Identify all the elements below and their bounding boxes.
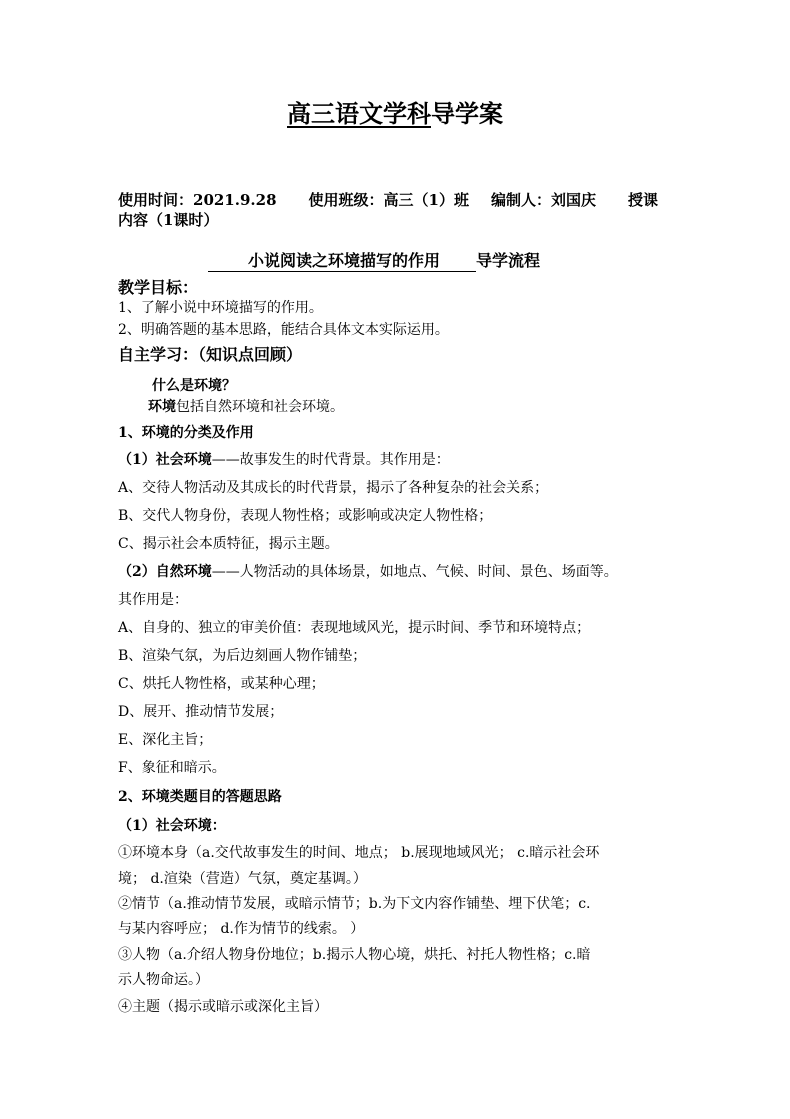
natural-item: B、渲染气氛，为后边刻画人物作铺垫； (118, 648, 367, 664)
meta-content-a: 授课 (627, 191, 658, 209)
goal-item: 1、了解小说中环境描写的作用。 (118, 300, 323, 316)
meta-time: 使用时间：2021.9.28 (118, 191, 277, 209)
flow-suffix: 导学流程 (476, 251, 541, 270)
natural-item: D、展开、推动情节发展； (118, 704, 284, 720)
self-study-heading: 自主学习：（知识点回顾） (118, 345, 303, 364)
meta-editor: 编制人：刘国庆 (490, 191, 596, 209)
meta-line (118, 191, 658, 209)
answer-line: 与某内容呼应； d.作为情节的线索。 ） (118, 921, 365, 937)
social-item: A、交待人物活动及其成长的时代背景，揭示了各种复杂的社会关系； (118, 480, 549, 496)
natural-item: C、烘托人物性格，或某种心理； (118, 676, 325, 692)
meta-class: 使用班级：高三（1）班 (308, 191, 469, 209)
flow-heading (208, 251, 540, 272)
section2-heading: 2、环境类题目的答题思路 (118, 789, 282, 805)
title-underlined: 高三语文学科 (287, 99, 431, 128)
what-answer: 环境包括自然环境和社会环境。 (148, 399, 344, 415)
what-question: 什么是环境？ (152, 378, 236, 394)
section1-heading: 1、环境的分类及作用 (118, 425, 254, 441)
natural-env-line: （2）自然环境——人物活动的具体场景，如地点、气候、时间、景色、场面等。 (118, 564, 618, 580)
page-title (0, 100, 790, 129)
goals-heading: 教学目标： (118, 278, 199, 297)
natural-item: A、自身的、独立的审美价值：表现地域风光，提示时间、季节和环境特点； (118, 620, 591, 636)
answer-line: ④主题（揭示或暗示或深化主旨） (118, 999, 328, 1015)
answer-line: ②情节（a.推动情节发展，或暗示情节；b.为下文内容作铺垫、埋下伏笔；c. (118, 896, 591, 912)
answer-line: 示人物命运。） (118, 972, 209, 988)
answer-line: 境； d.渲染（营造）气氛，奠定基调。） (118, 871, 367, 887)
natural-item: F、象征和暗示。 (118, 760, 226, 776)
social-item: C、揭示社会本质特征，揭示主题。 (118, 536, 339, 552)
answer-line: ①环境本身（a.交代故事发生的时间、地点； b.展现地域风光； c.暗示社会环 (118, 845, 600, 861)
meta-content-b: 内容（1课时） (118, 211, 219, 229)
social-env-line: （1）社会环境——故事发生的时代背景。其作用是： (118, 452, 450, 468)
natural-env-line2: 其作用是： (118, 592, 188, 608)
title-rest: 导学案 (431, 99, 503, 128)
natural-item: E、深化主旨； (118, 732, 213, 748)
goal-item: 2、明确答题的基本思路，能结合具体文本实际运用。 (118, 322, 449, 338)
flow-topic: 小说阅读之环境描写的作用 (208, 251, 476, 272)
social-item: B、交代人物身份，表现人物性格；或影响或决定人物性格； (118, 508, 493, 524)
section2-sub: （1）社会环境： (118, 818, 226, 834)
answer-line: ③人物（a.介绍人物身份地位；b.揭示人物心境，烘托、衬托人物性格；c.暗 (118, 947, 591, 963)
